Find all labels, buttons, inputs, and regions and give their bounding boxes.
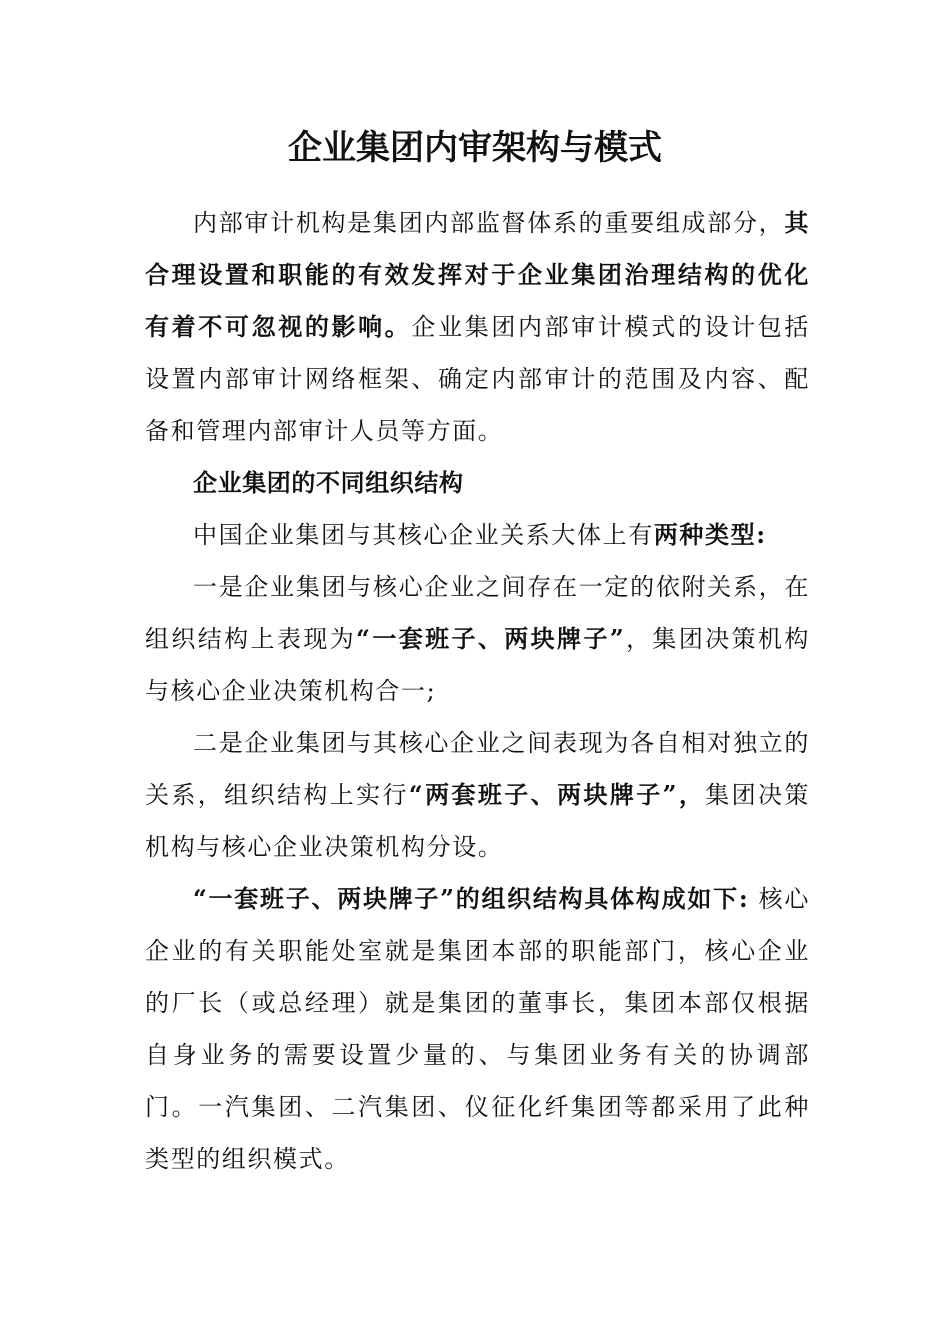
document-title: 企业集团内审架构与模式: [288, 128, 662, 168]
document-body: [145, 197, 810, 1185]
paragraph-structure-detail: [145, 873, 810, 1185]
paragraph-intro: [145, 197, 810, 457]
paragraph-intro-text-c: 企业集团内部审计模式的设计包括设置内部审计网络框架、确定内部审计的范围及内容、配备和管理内部审计人员等方面。: [145, 313, 811, 445]
paragraph-structure-detail-text: 核心企业的有关职能处室就是集团本部的职能部门，核心企业的厂长（或总经理）就是集团的董事长，集团本部仅根据自身业务的需要设置少量的、与集团业务有关的协调部门。一汽集团、二汽集团、仪征化纤集团等都采用了此种类型的组织模式。: [145, 885, 810, 1173]
paragraph-type-two-text-c: 集团决策机构与核心企业决策机构分设。: [145, 781, 811, 861]
paragraph-type-one-text-a: 一是企业集团与核心企业之间存在一定的依附关系，在组织结构上表现为: [145, 573, 810, 653]
paragraph-types-bold: 两种类型:: [653, 520, 767, 549]
paragraph-type-one: [145, 561, 810, 717]
paragraph-structure-detail-bold: “一套班子、两块牌子”的组织结构具体构成如下:: [193, 884, 750, 913]
section-heading: 企业集团的不同组织结构: [193, 468, 464, 497]
paragraph-type-two: [145, 717, 810, 873]
paragraph-type-one-text-c: ，集团决策机构与核心企业决策机构合一;: [145, 625, 810, 705]
paragraph-type-two-bold: “两套班子、两块牌子”，: [408, 780, 706, 809]
paragraph-intro-text-a: 内部审计机构是集团内部监督体系的重要组成部分，: [193, 209, 785, 237]
paragraph-type-one-bold: “一套班子、两块牌子”: [356, 624, 626, 653]
paragraph-types-text: 中国企业集团与其核心企业关系大体上有: [193, 521, 654, 549]
paragraph-intro-bold: 其合理设置和职能的有效发挥对于企业集团治理结构的优化有着不可忽视的影响。: [145, 208, 810, 341]
paragraph-type-two-text-a: 二是企业集团与其核心企业之间表现为各自相对独立的关系，组织结构上实行: [145, 729, 810, 809]
paragraph-types: [145, 509, 810, 561]
